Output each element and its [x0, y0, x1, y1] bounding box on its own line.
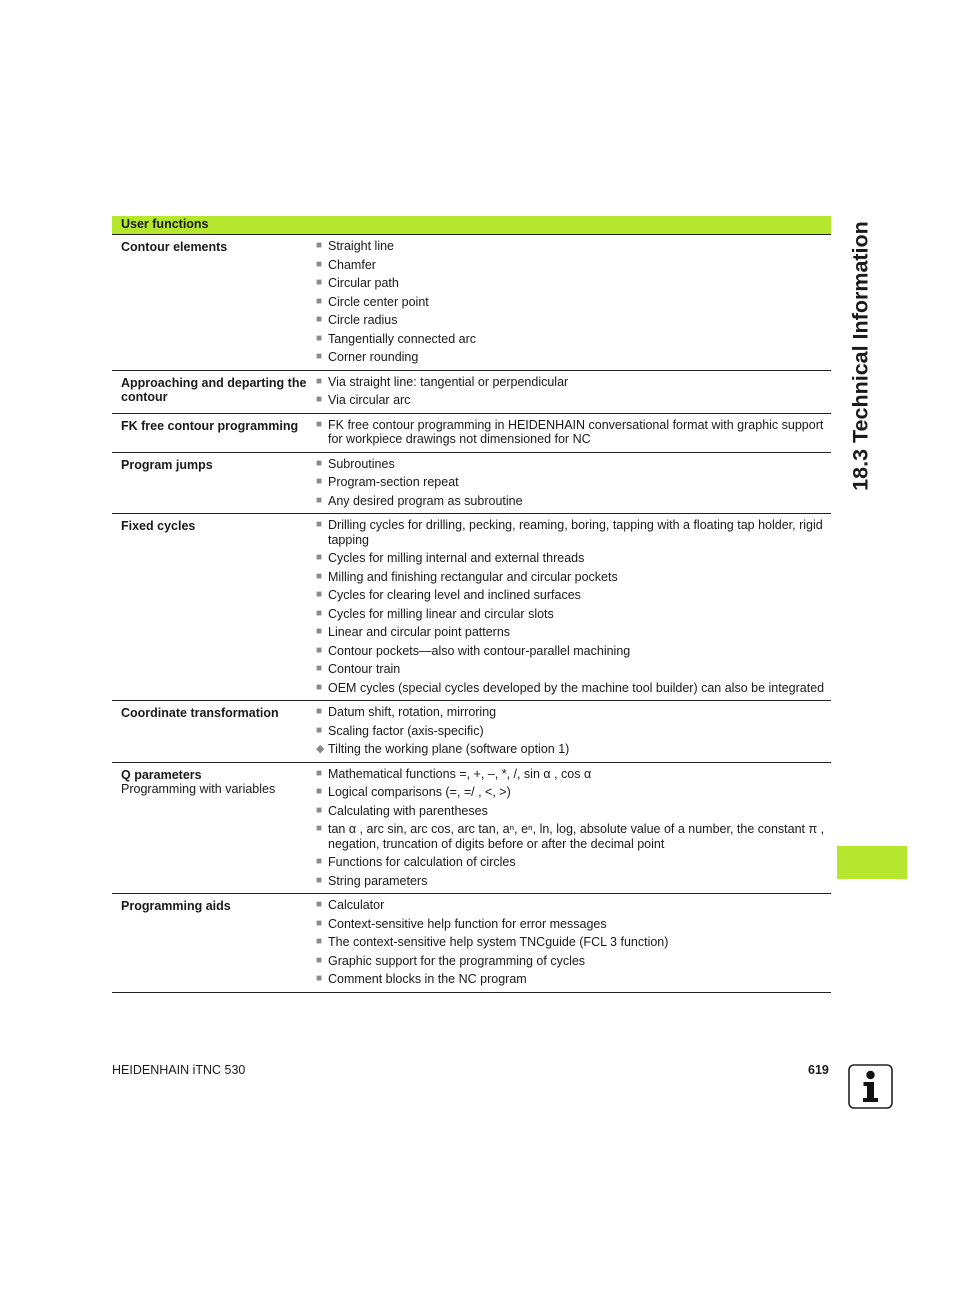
row-label-main: Programming aids: [121, 899, 231, 913]
square-bullet-icon: ■: [316, 589, 323, 600]
row-label: [112, 239, 316, 365]
chapter-tab-marker: [837, 846, 907, 879]
page-number: 619: [808, 1063, 829, 1077]
list-item: [316, 625, 825, 640]
square-bullet-icon: ■: [316, 706, 323, 717]
list-item-text: Tangentially connected arc: [328, 331, 477, 346]
row-items: [316, 767, 831, 889]
list-item: [316, 393, 825, 408]
list-item-text: Circle center point: [328, 294, 429, 309]
list-item-text: Via straight line: tangential or perpendicular: [328, 374, 569, 389]
list-item: [316, 935, 825, 950]
list-item-text: Cycles for milling linear and circular slots: [328, 606, 554, 621]
list-item: [316, 418, 825, 447]
list-item: [316, 570, 825, 585]
list-item-text: Linear and circular point patterns: [328, 625, 511, 639]
square-bullet-icon: ■: [316, 626, 323, 637]
square-bullet-icon: ■: [316, 917, 323, 929]
row-items: [316, 898, 831, 987]
row-items: [316, 418, 831, 447]
square-bullet-icon: ■: [316, 856, 323, 867]
list-item: [316, 607, 825, 622]
square-bullet-icon: ■: [316, 724, 323, 736]
square-bullet-icon: ■: [316, 240, 323, 251]
table-header: User functions: [112, 216, 831, 235]
list-item-text: Milling and finishing rectangular and circular pockets: [328, 569, 618, 584]
square-bullet-icon: ■: [316, 607, 323, 619]
square-bullet-icon: ■: [316, 494, 323, 506]
list-item-text: Functions for calculation of circles: [328, 855, 516, 869]
list-item: [316, 551, 825, 566]
list-item-text: Chamfer: [328, 257, 376, 272]
list-item: [316, 662, 825, 677]
side-chapter-title: [839, 215, 883, 497]
list-item-text: Circle radius: [328, 313, 398, 327]
row-label: [112, 705, 316, 757]
square-bullet-icon: ■: [316, 874, 323, 886]
row-label-sub: Programming with variables: [121, 782, 276, 796]
row-label: [112, 767, 316, 889]
list-item: [316, 898, 825, 913]
diamond-bullet-icon: ◆: [316, 743, 325, 755]
list-item-text: Program-section repeat: [328, 475, 459, 489]
table-body: [112, 235, 831, 992]
square-bullet-icon: ■: [316, 804, 323, 816]
info-icon: [848, 1064, 893, 1109]
list-item: [316, 855, 825, 870]
chapter-title-text: 18.3 Technical Information: [848, 221, 873, 491]
list-item-text: Subroutines: [328, 456, 395, 471]
list-item: [316, 239, 825, 254]
list-item: [316, 457, 825, 472]
list-item: [316, 258, 825, 273]
list-item: [316, 917, 825, 932]
row-label-main: Coordinate transformation: [121, 706, 279, 720]
table-row: [112, 370, 831, 413]
list-item-text: Graphic support for the programming of cycles: [328, 953, 586, 968]
row-label-main: Contour elements: [121, 240, 228, 254]
square-bullet-icon: ■: [316, 314, 323, 325]
list-item-text: Scaling factor (axis-specific): [328, 723, 484, 738]
list-item-text: Corner rounding: [328, 350, 419, 364]
row-label-main: Fixed cycles: [121, 519, 196, 533]
list-item-text: Drilling cycles for drilling, pecking, reaming, boring, tapping with a floating tap holder, rigid tapping: [328, 518, 823, 547]
list-item-text: The context-sensitive help system TNCguide (FCL 3 function): [328, 935, 669, 949]
row-label: [112, 418, 316, 447]
list-item-text: Datum shift, rotation, mirroring: [328, 705, 497, 719]
row-label-main: Program jumps: [121, 457, 213, 472]
square-bullet-icon: ■: [316, 767, 323, 779]
square-bullet-icon: ■: [316, 570, 323, 582]
square-bullet-icon: ■: [316, 681, 323, 693]
square-bullet-icon: ■: [316, 332, 323, 344]
square-bullet-icon: ■: [316, 973, 323, 984]
square-bullet-icon: ■: [316, 394, 323, 405]
list-item-text: OEM cycles (special cycles developed by the machine tool builder) can also be integrated: [328, 680, 825, 695]
list-item: [316, 475, 825, 490]
square-bullet-icon: ■: [316, 277, 323, 288]
list-item-text: Contour train: [328, 662, 401, 676]
list-item-text: Calculator: [328, 898, 385, 912]
row-items: [316, 375, 831, 408]
row-label: [112, 898, 316, 987]
list-item: [316, 822, 825, 851]
list-item-text: Comment blocks in the NC program: [328, 972, 527, 986]
row-label: [112, 375, 316, 408]
table-row: [112, 893, 831, 992]
list-item-text: Any desired program as subroutine: [328, 493, 523, 508]
list-item: [316, 785, 825, 800]
square-bullet-icon: ■: [316, 663, 323, 674]
list-item: [316, 681, 825, 696]
square-bullet-icon: ■: [316, 375, 323, 387]
list-item-text: Logical comparisons (=, =/ , <, >): [328, 785, 511, 799]
table-row: [112, 700, 831, 762]
row-label-main: Approaching and departing the contour: [121, 375, 307, 404]
square-bullet-icon: ■: [316, 457, 323, 469]
square-bullet-icon: ■: [316, 351, 323, 362]
table-row: [112, 452, 831, 514]
row-label-main: Q parameters: [121, 767, 202, 782]
square-bullet-icon: ■: [316, 476, 323, 487]
square-bullet-icon: ■: [316, 899, 323, 910]
user-functions-table: [112, 216, 831, 993]
row-label-main: FK free contour programming: [121, 418, 299, 433]
list-item: [316, 724, 825, 739]
list-item: [316, 494, 825, 509]
row-items: [316, 457, 831, 509]
list-item-text: Calculating with parentheses: [328, 803, 488, 818]
list-item: [316, 804, 825, 819]
list-item: [316, 972, 825, 987]
square-bullet-icon: ■: [316, 552, 323, 563]
list-item-text: String parameters: [328, 873, 428, 888]
row-items: [316, 239, 831, 365]
square-bullet-icon: ■: [316, 295, 323, 307]
list-item: [316, 954, 825, 969]
square-bullet-icon: ■: [316, 644, 323, 656]
list-item: [316, 518, 825, 547]
row-items: [316, 518, 831, 695]
list-item-text: Mathematical functions =, +, –, *, /, sin α , cos α: [328, 766, 592, 781]
list-item-text: Contour pockets—also with contour-parallel machining: [328, 643, 631, 658]
list-item: [316, 742, 825, 757]
list-item-text: Context-sensitive help function for error messages: [328, 916, 607, 931]
list-item-text: Via circular arc: [328, 393, 411, 407]
row-label: [112, 457, 316, 509]
square-bullet-icon: ■: [316, 519, 323, 530]
list-item-text: FK free contour programming in HEIDENHAIN conversational format with graphic support for workpiece drawings not dimensioned for NC: [328, 417, 824, 446]
table-row: [112, 413, 831, 452]
list-item: [316, 705, 825, 720]
list-item: [316, 874, 825, 889]
list-item-text: tan α , arc sin, arc cos, arc tan, aⁿ, eⁿ, ln, log, absolute value of a number, the constant π , negation, truncation of digits before or after the decimal point: [328, 822, 825, 851]
list-item: [316, 332, 825, 347]
list-item-text: Cycles for milling internal and external threads: [328, 551, 585, 565]
table-row: [112, 762, 831, 894]
list-item: [316, 644, 825, 659]
square-bullet-icon: ■: [316, 786, 323, 797]
list-item: [316, 767, 825, 782]
table-row: [112, 513, 831, 700]
list-item: [316, 295, 825, 310]
footer-manual-title: HEIDENHAIN iTNC 530: [112, 1063, 246, 1077]
table-row: [112, 235, 831, 370]
list-item-text: Cycles for clearing level and inclined surfaces: [328, 588, 581, 602]
square-bullet-icon: ■: [316, 418, 323, 430]
list-item-text: Tilting the working plane (software option 1): [328, 742, 570, 756]
list-item: [316, 276, 825, 291]
list-item: [316, 375, 825, 390]
list-item-text: Circular path: [328, 276, 399, 290]
square-bullet-icon: ■: [316, 936, 323, 947]
square-bullet-icon: ■: [316, 954, 323, 966]
list-item: [316, 350, 825, 365]
list-item-text: Straight line: [328, 239, 395, 253]
list-item: [316, 313, 825, 328]
row-label: [112, 518, 316, 695]
square-bullet-icon: ■: [316, 258, 323, 270]
row-items: [316, 705, 831, 757]
list-item: [316, 588, 825, 603]
square-bullet-icon: ■: [316, 823, 323, 834]
